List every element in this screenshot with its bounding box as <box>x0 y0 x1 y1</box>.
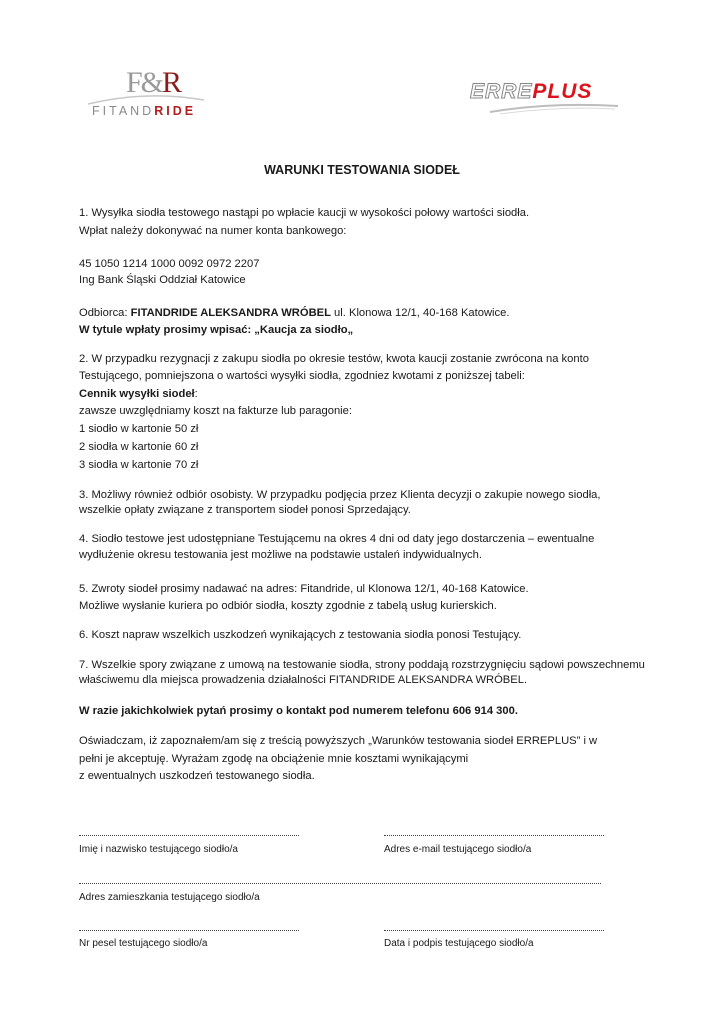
price-note: zawsze uwzględniamy koszt na fakturze lub paragonie: <box>79 405 352 417</box>
p2-line1: 2. W przypadku rezygnacji z zakupu siodła po okresie testów, kwota kaucji zostanie zwrócona na konto <box>79 353 589 365</box>
fitandride-monogram: F&R <box>126 66 181 99</box>
email-signature-line[interactable] <box>384 835 604 836</box>
contact-line: W razie jakichkolwiek pytań prosimy o kontakt pod numerem telefonu 606 914 300. <box>79 705 518 717</box>
p1-line1: 1. Wysyłka siodła testowego nastąpi po wpłacie kaucji w wysokości połowy wartości siodła. <box>79 207 530 219</box>
p5-line2: Możliwe wysłanie kuriera po odbiór siodła, koszty zgodnie z tabelą usług kurierskich. <box>79 600 497 612</box>
erreplus-logo <box>470 80 635 120</box>
price-item: 2 siodła w kartonie 60 zł <box>79 441 199 453</box>
erreplus-swoosh-icon <box>490 102 620 116</box>
p4-line1: 4. Siodło testowe jest udostępniane Testującemu na okres 4 dni od daty jego dostarczenia – ewentualne <box>79 533 595 545</box>
date-sign-field-label: Data i podpis testującego siodło/a <box>384 938 534 949</box>
price-item: 3 siodła w kartonie 70 zł <box>79 459 199 471</box>
payment-title-note: W tytule wpłaty prosimy wpisać: „Kaucja za siodło„ <box>79 324 354 336</box>
p4-line2: wydłużenie okresu testowania jest możliwe na podstawie ustaleń indywidualnych. <box>79 549 482 561</box>
p2-line2: Testującego, pomniejszona o wartości wysyłki siodła, zgodniez kwotami z poniższej tabeli: <box>79 370 525 382</box>
p1-line2: Wpłat należy dokonywać na numer konta bankowego: <box>79 225 347 237</box>
email-field-label: Adres e-mail testującego siodło/a <box>384 844 532 855</box>
address-signature-line[interactable] <box>79 883 601 884</box>
pesel-field-label: Nr pesel testującego siodło/a <box>79 938 208 949</box>
fitandride-logo <box>86 66 206 122</box>
document-title: WARUNKI TESTOWANIA SIODEŁ <box>264 163 460 177</box>
declaration-line1: Oświadczam, iż zapoznałem/am się z treścią powyższych „Warunków testowania siodeł ERREPLUS” i w <box>79 735 598 747</box>
address-field-label: Adres zamieszkania testującego siodło/a <box>79 892 260 903</box>
p3-line1: 3. Możliwy również odbiór osobisty. W przypadku podjęcia przez Klienta decyzji o zakupie nowego siodła, <box>79 489 601 501</box>
bank-name: Ing Bank Śląski Oddział Katowice <box>79 274 246 286</box>
bank-account: 45 1050 1214 1000 0092 0972 2207 <box>79 258 260 270</box>
name-field-label: Imię i nazwisko testującego siodło/a <box>79 844 238 855</box>
declaration-line2: pełni je akceptuję. Wyrażam zgodę na obciążenie mnie kosztami wynikającymi <box>79 753 469 765</box>
p3-line2: wszelkie opłaty związane z transportem siodeł ponosi Sprzedający. <box>79 504 411 516</box>
price-item: 1 siodło w kartonie 50 zł <box>79 423 199 435</box>
erreplus-wordmark: ERREPLUS <box>470 80 593 103</box>
price-heading: Cennik wysyłki siodeł: <box>79 388 198 400</box>
fitandride-wordmark: FITANDRIDE <box>92 104 197 118</box>
p5-line1: 5. Zwroty siodeł prosimy nadawać na adres: Fitandride, ul Klonowa 12/1, 40-168 Katowice. <box>79 583 529 595</box>
date-sign-signature-line[interactable] <box>384 930 604 931</box>
p7-line1: 7. Wszelkie spory związane z umową na testowanie siodła, strony poddają rozstrzygnięciu sądowi powszechnemu <box>79 659 645 671</box>
p6-line1: 6. Koszt napraw wszelkich uszkodzeń wynikających z testowania siodła ponosi Testujący. <box>79 629 522 641</box>
declaration-line3: z ewentualnych uszkodzeń testowanego siodła. <box>79 770 315 782</box>
recipient-line: Odbiorca: FITANDRIDE ALEKSANDRA WRÓBEL ul. Klonowa 12/1, 40-168 Katowice. <box>79 307 510 319</box>
p7-line2: właściwemu dla miejsca prowadzenia działalności FITANDRIDE ALEKSANDRA WRÓBEL. <box>79 674 528 686</box>
name-signature-line[interactable] <box>79 835 299 836</box>
pesel-signature-line[interactable] <box>79 930 299 931</box>
